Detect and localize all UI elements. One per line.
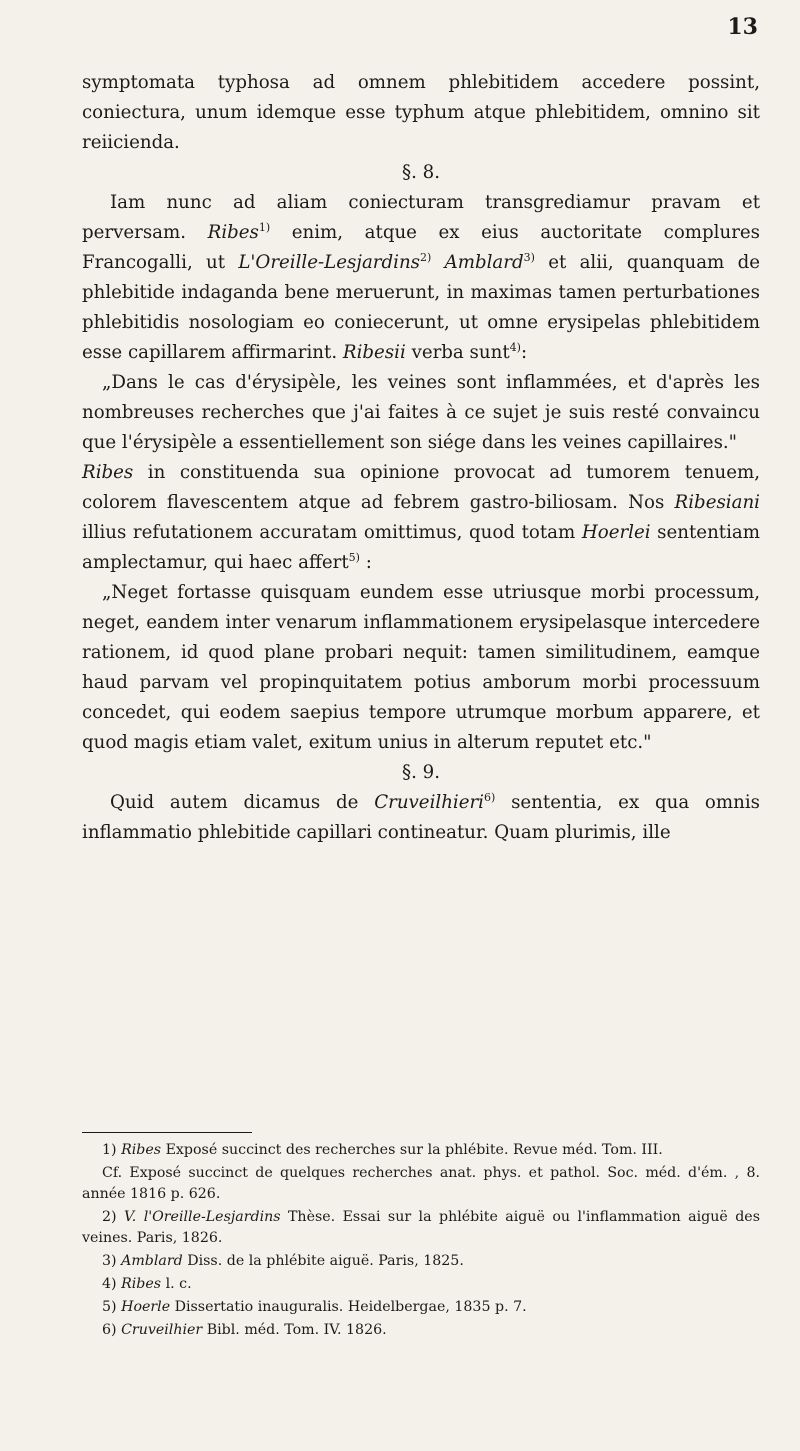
author-hoerlei: Hoerlei <box>581 522 651 543</box>
footnote: 5) Hoerle Dissertatio inauguralis. Heidelbergae, 1835 p. 7. <box>102 1299 527 1315</box>
quote-hoerle: „Neget fortasse quisquam eundem esse utriusque morbi processum, neget, eandem inter venarum inflammationem erysipelasque intercedere rationem, id quod plane probari nequit: tamen similitudinem, eamque haud parvam vel propinquitatem potius amborum morbi processuum concedet, qui eodem saepius tempore utrumque morbum apparere, et quod magis etiam valet, exitum unius in alterum reputet etc." <box>82 582 760 753</box>
author-oreille-lesjardins: L'Oreille-Lesjardins <box>238 252 420 273</box>
main-text <box>82 68 760 848</box>
paragraph-2: Iam nunc ad aliam coniecturam transgrediamur pravam et perversam. Ribes$^{1)}$ enim, atque ex eius auctoritate complures Francogalli, ut L'Oreille-Lesjardins$^{2)}$ Amblard$^{3)}$ et alii, quanquam de phlebitide indaganda bene meruerunt, in maximas tamen perturbationes phlebitidis nosologiam eo coniecerunt, ut omne erysipelas phlebitidem esse capillarem affirmarint. Ribesii verba sunt$^{4)}$: <box>82 192 760 363</box>
footnote-ref-3: 3) <box>523 250 535 264</box>
section-heading-8: §. 8. <box>401 162 440 183</box>
paragraph-3: Ribes in constituenda sua opinione provocat ad tumorem tenuem, colorem flavescentem atque ad febrem gastro-biliosam. Nos Ribesiani illius refutationem accuratam omittimus, quod totam Hoerlei sententiam amplectamur, qui haec affert$^{5)}$ : <box>82 462 760 573</box>
paragraph-4: Quid autem dicamus de Cruveilhieri$^{6)}$ sententia, ex qua omnis inflammatio phlebitide capillari contineatur. Quam plurimis, ille <box>82 790 760 843</box>
author-ribesiani: Ribesiani <box>674 492 760 513</box>
section-heading-9: §. 9. <box>401 762 440 783</box>
author-cruveilhieri: Cruveilhieri <box>374 792 485 813</box>
footnote: 4) Ribes l. c. <box>102 1276 192 1292</box>
paragraph-1: symptomata typhosa ad omnem phlebitidem accedere possint, coniectura, unum idemque esse typhum atque phlebitidem, omnino sit reiicienda. <box>82 72 760 153</box>
footnote: 6) Cruveilhier Bibl. méd. Tom. IV. 1826. <box>102 1322 387 1338</box>
author-ribes: Ribes <box>207 222 259 243</box>
author-amblard: Amblard <box>444 252 524 273</box>
footnote: 1) Ribes Exposé succinct des recherches sur la phlébite. Revue méd. Tom. III. <box>102 1142 663 1158</box>
footnote: Cf. Exposé succinct de quelques recherches anat. phys. et pathol. Soc. méd. d'ém. , 8. année 1816 p. 626. <box>82 1165 760 1202</box>
page-number: 13 <box>727 14 758 40</box>
footnote-ref-2: 2) <box>420 250 432 264</box>
footnote-ref-6: 6) <box>484 790 496 804</box>
footnote-divider <box>82 1132 252 1133</box>
author-ribes-2: Ribes <box>82 462 134 483</box>
footnote: 2) V. l'Oreille-Lesjardins Thèse. Essai sur la phlébite aiguë ou l'inflammation aiguë des veines. Paris, 1826. <box>82 1209 760 1246</box>
footnote-ref-4: 4) <box>509 340 521 354</box>
author-ribesii: Ribesii <box>342 342 406 363</box>
footnote-ref-5: 5) <box>348 550 360 564</box>
footnote-ref-1: 1) <box>258 220 271 234</box>
quote-ribes: „Dans le cas d'érysipèle, les veines sont inflammées, et d'après les nombreuses recherches que j'ai faites à ce sujet je suis resté convaincu que l'érysipèle a essentiellement son siége dans les veines capillaires." <box>82 372 760 453</box>
footnotes <box>82 1140 760 1343</box>
footnote: 3) Amblard Diss. de la phlébite aiguë. Paris, 1825. <box>102 1253 464 1269</box>
